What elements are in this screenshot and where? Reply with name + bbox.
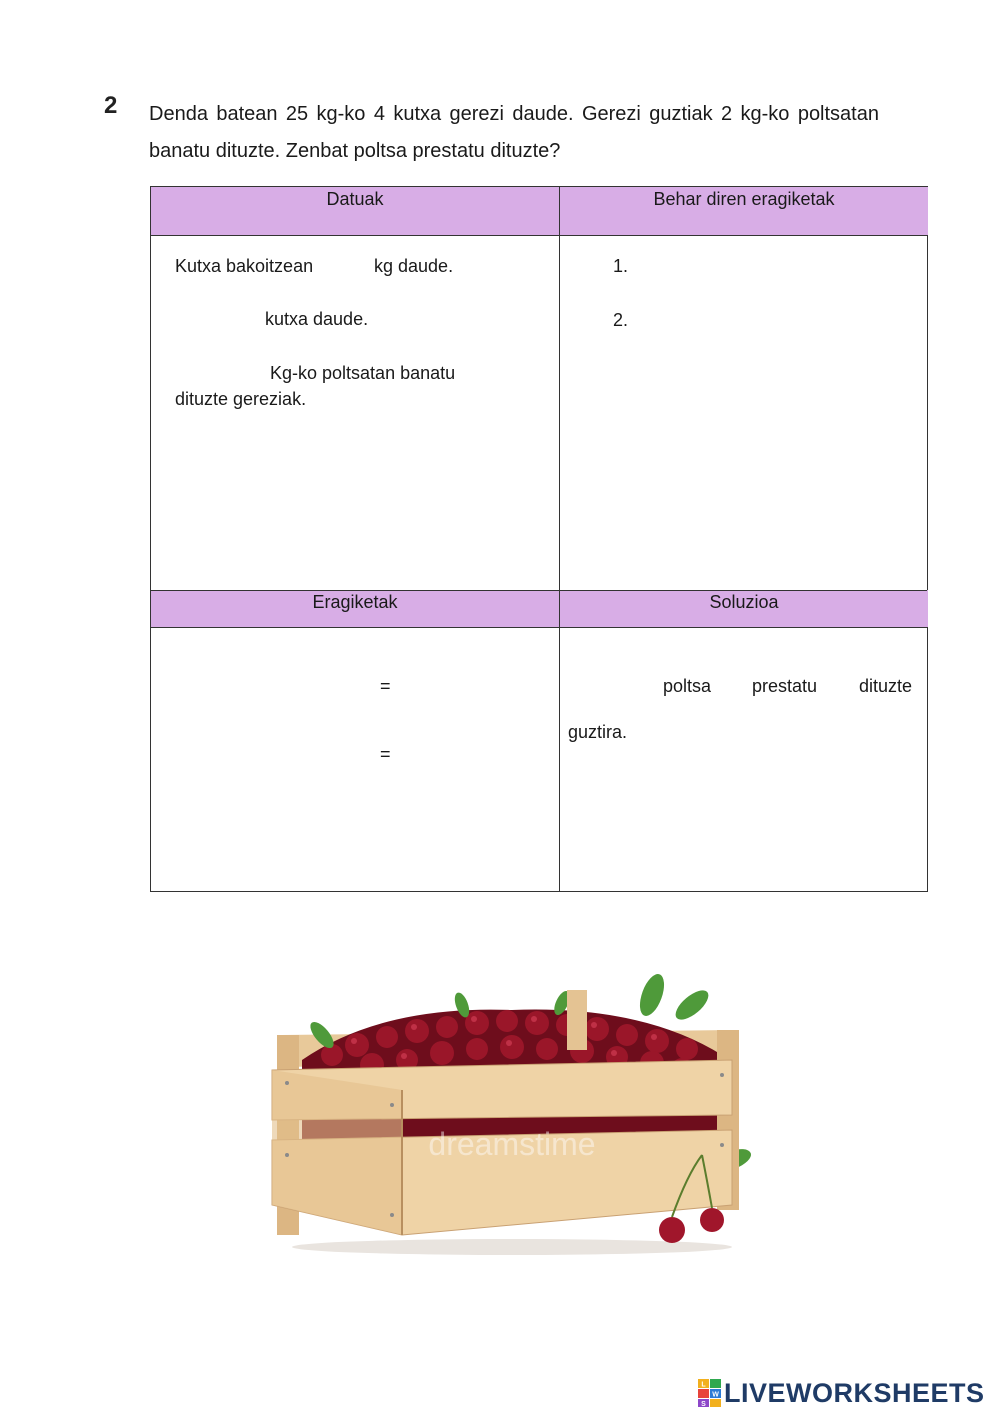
datuak-line3-cont: dituzte gereziak. xyxy=(175,389,307,409)
bag-count-input[interactable] xyxy=(568,674,658,700)
eragiketak-header-label: Eragiketak xyxy=(312,592,398,612)
soluzioa-header xyxy=(560,590,928,627)
calc-2-result-input[interactable] xyxy=(396,742,536,768)
operation-2-input[interactable] xyxy=(640,308,910,334)
datuak-header xyxy=(151,187,559,235)
svg-text:W: W xyxy=(712,1391,719,1399)
table-divider-h2 xyxy=(151,590,927,591)
watermark-text: dreamstime xyxy=(428,1126,596,1162)
operation-item-2: 2. xyxy=(613,310,629,330)
question-number: 2 xyxy=(104,92,118,119)
eragiketak-cell xyxy=(151,628,559,892)
calc-1-result-input[interactable] xyxy=(396,674,536,700)
table-divider-vertical xyxy=(559,187,560,891)
svg-text:L: L xyxy=(701,1381,706,1389)
soluzioa-header-label: Soluzioa xyxy=(709,592,779,612)
liveworksheets-logo xyxy=(698,1376,985,1410)
svg-text:S: S xyxy=(701,1401,706,1407)
solution-word-2: prestatu xyxy=(752,676,818,696)
calc-2-equals: = xyxy=(380,744,391,764)
table-divider-h1 xyxy=(151,235,927,236)
solution-word-3: dituzte xyxy=(859,676,913,696)
calc-2-input[interactable] xyxy=(181,742,371,768)
datuak-header-label: Datuak xyxy=(326,189,384,209)
logo-text: LIVEWORKSHEETS xyxy=(724,1377,985,1408)
calc-1-input[interactable] xyxy=(181,674,371,700)
logo-letters-icon xyxy=(698,1379,722,1407)
datuak-line3-after: Kg-ko poltsatan banatu xyxy=(270,363,456,383)
calc-1-equals: = xyxy=(380,676,391,696)
question-text: Denda batean 25 kg-ko 4 kutxa gerezi daude. Gerezi guztiak 2 kg-ko poltsatan banatu dituzte. Zenbat poltsa prestatu dituzte? xyxy=(149,103,879,162)
solution-word-1: poltsa xyxy=(663,676,712,696)
solution-line-2: guztira. xyxy=(568,722,628,742)
operation-item-1: 1. xyxy=(613,256,629,276)
problem-table xyxy=(150,186,928,892)
datuak-cell xyxy=(151,236,559,590)
table-divider-h3 xyxy=(151,627,927,628)
operations-needed-header xyxy=(560,187,928,235)
bag-kg-input[interactable] xyxy=(175,361,267,387)
kg-per-box-input[interactable] xyxy=(333,254,373,280)
operation-1-input[interactable] xyxy=(640,254,910,280)
soluzioa-cell xyxy=(560,628,928,892)
operations-needed-cell xyxy=(560,236,928,590)
box-count-input[interactable] xyxy=(175,307,263,333)
datuak-line1-after: kg daude. xyxy=(374,256,454,276)
datuak-line2-after: kutxa daude. xyxy=(265,309,369,329)
datuak-line1-before: Kutxa bakoitzean xyxy=(175,256,314,276)
cherry-crate-image xyxy=(262,965,762,1255)
operations-needed-header-label: Behar diren eragiketak xyxy=(653,189,835,209)
eragiketak-header xyxy=(151,590,559,627)
